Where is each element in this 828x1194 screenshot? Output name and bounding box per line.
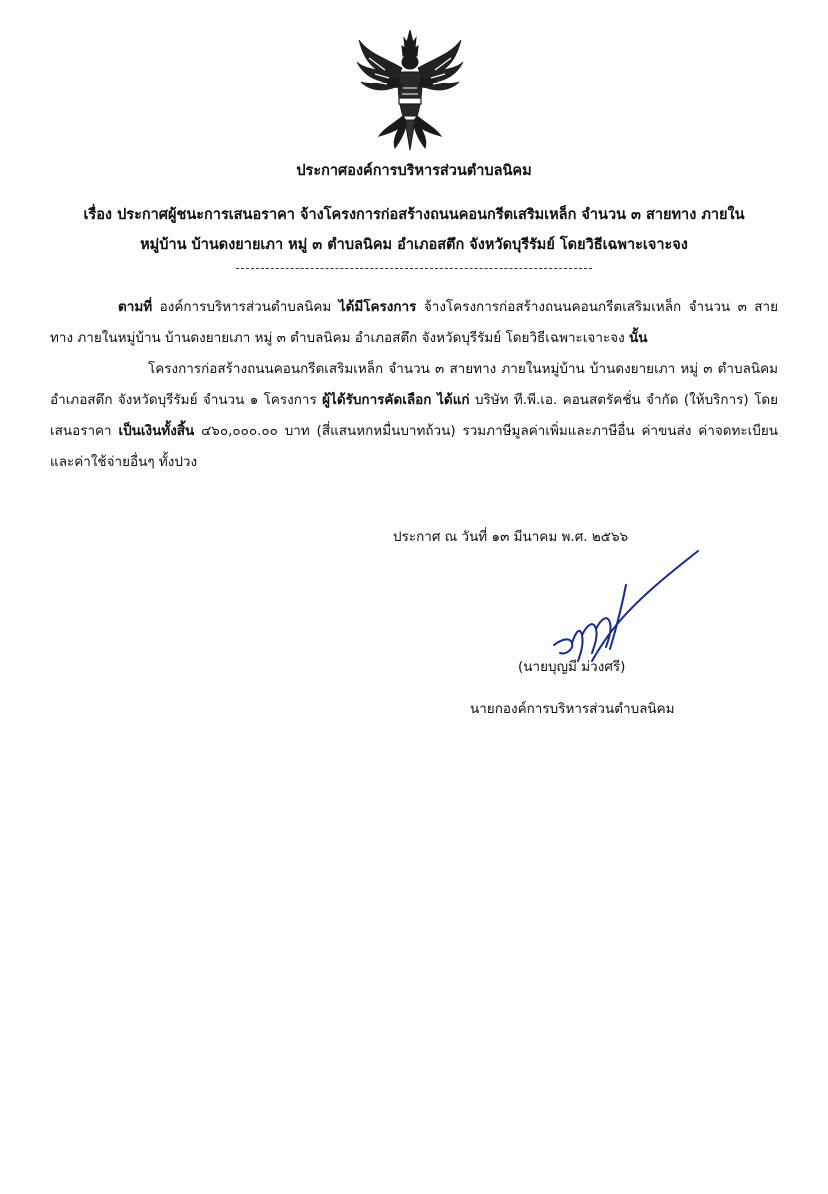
p2-project: โครงการก่อสร้างถนนคอนกรีตเสริมเหล็ก จำนวน ๓ สายทาง ภายในหมู่บ้าน บ้านดงยายเภา หมู่ ๓ ตำบลนิคม อำเภอสตึก จังหวัดบุรีรัมย์ จำนวน ๑ โครงการ (50, 361, 778, 408)
p2-selected: ผู้ได้รับการคัดเลือก ได้แก่ (322, 392, 470, 408)
body-paragraph-2 (50, 354, 778, 478)
p2-tail: รวมภาษีมูลค่าเพิ่มและภาษีอื่น ค่าขนส่ง ค่าจดทะเบียน และค่าใช้จ่ายอื่นๆ ทั้งปวง (50, 423, 778, 470)
garuda-emblem-icon (355, 28, 465, 153)
p1-project: จ้างโครงการก่อสร้างถนนคอนกรีตเสริมเหล็ก จำนวน ๓ สายทาง ภายในหมู่บ้าน บ้านดงยายเภา หมู่ ๓ ตำบลนิคม อำเภอสตึก จังหวัดบุรีรัมย์ โดยวิธีเฉพาะเจาะจง (50, 299, 779, 346)
p1-has-project: ได้มีโครงการ (338, 299, 417, 315)
signer-position: นายกองค์การบริหารส่วนตำบลนิคม (470, 701, 675, 717)
p1-lead: ตามที่ (118, 299, 153, 315)
subject-line-2: หมู่บ้าน บ้านดงยายเภา หมู่ ๓ ตำบลนิคม อำเภอสตึก จังหวัดบุรีรัมย์ โดยวิธีเฉพาะเจาะจง (140, 237, 688, 253)
subject-text-1: ประกาศผู้ชนะการเสนอราคา จ้างโครงการก่อสร้างถนนคอนกรีตเสริมเหล็ก จำนวน ๓ สายทาง ภายใน (117, 207, 745, 223)
p2-total-label: เป็นเงินทั้งสิ้น (118, 423, 195, 439)
document-title: ประกาศองค์การบริหารส่วนตำบลนิคม (296, 163, 532, 179)
p2-offer: โดยเสนอราคา (50, 392, 778, 439)
subject-label: เรื่อง (83, 207, 113, 223)
signer-name: (นายบุญมี ม่วงศรี) (518, 659, 626, 675)
body-paragraph-1 (50, 292, 778, 354)
p1-end: นั้น (628, 330, 648, 346)
p2-amount: ๔๖๐,๐๐๐.๐๐ บาท (สี่แสนหกหมื่นบาทถ้วน) (201, 423, 456, 439)
p1-org: องค์การบริหารส่วนตำบลนิคม (159, 299, 332, 315)
subject-line-1 (58, 200, 770, 230)
announcement-date: ประกาศ ณ วันที่ ๑๓ มีนาคม พ.ศ. ๒๕๖๖ (393, 529, 629, 545)
p2-company: บริษัท ที.พี.เอ. คอนสตรัคชั่น จำกัด (ให้บริการ) (474, 392, 749, 408)
document-subject (58, 200, 770, 260)
separator-rule (236, 268, 592, 269)
